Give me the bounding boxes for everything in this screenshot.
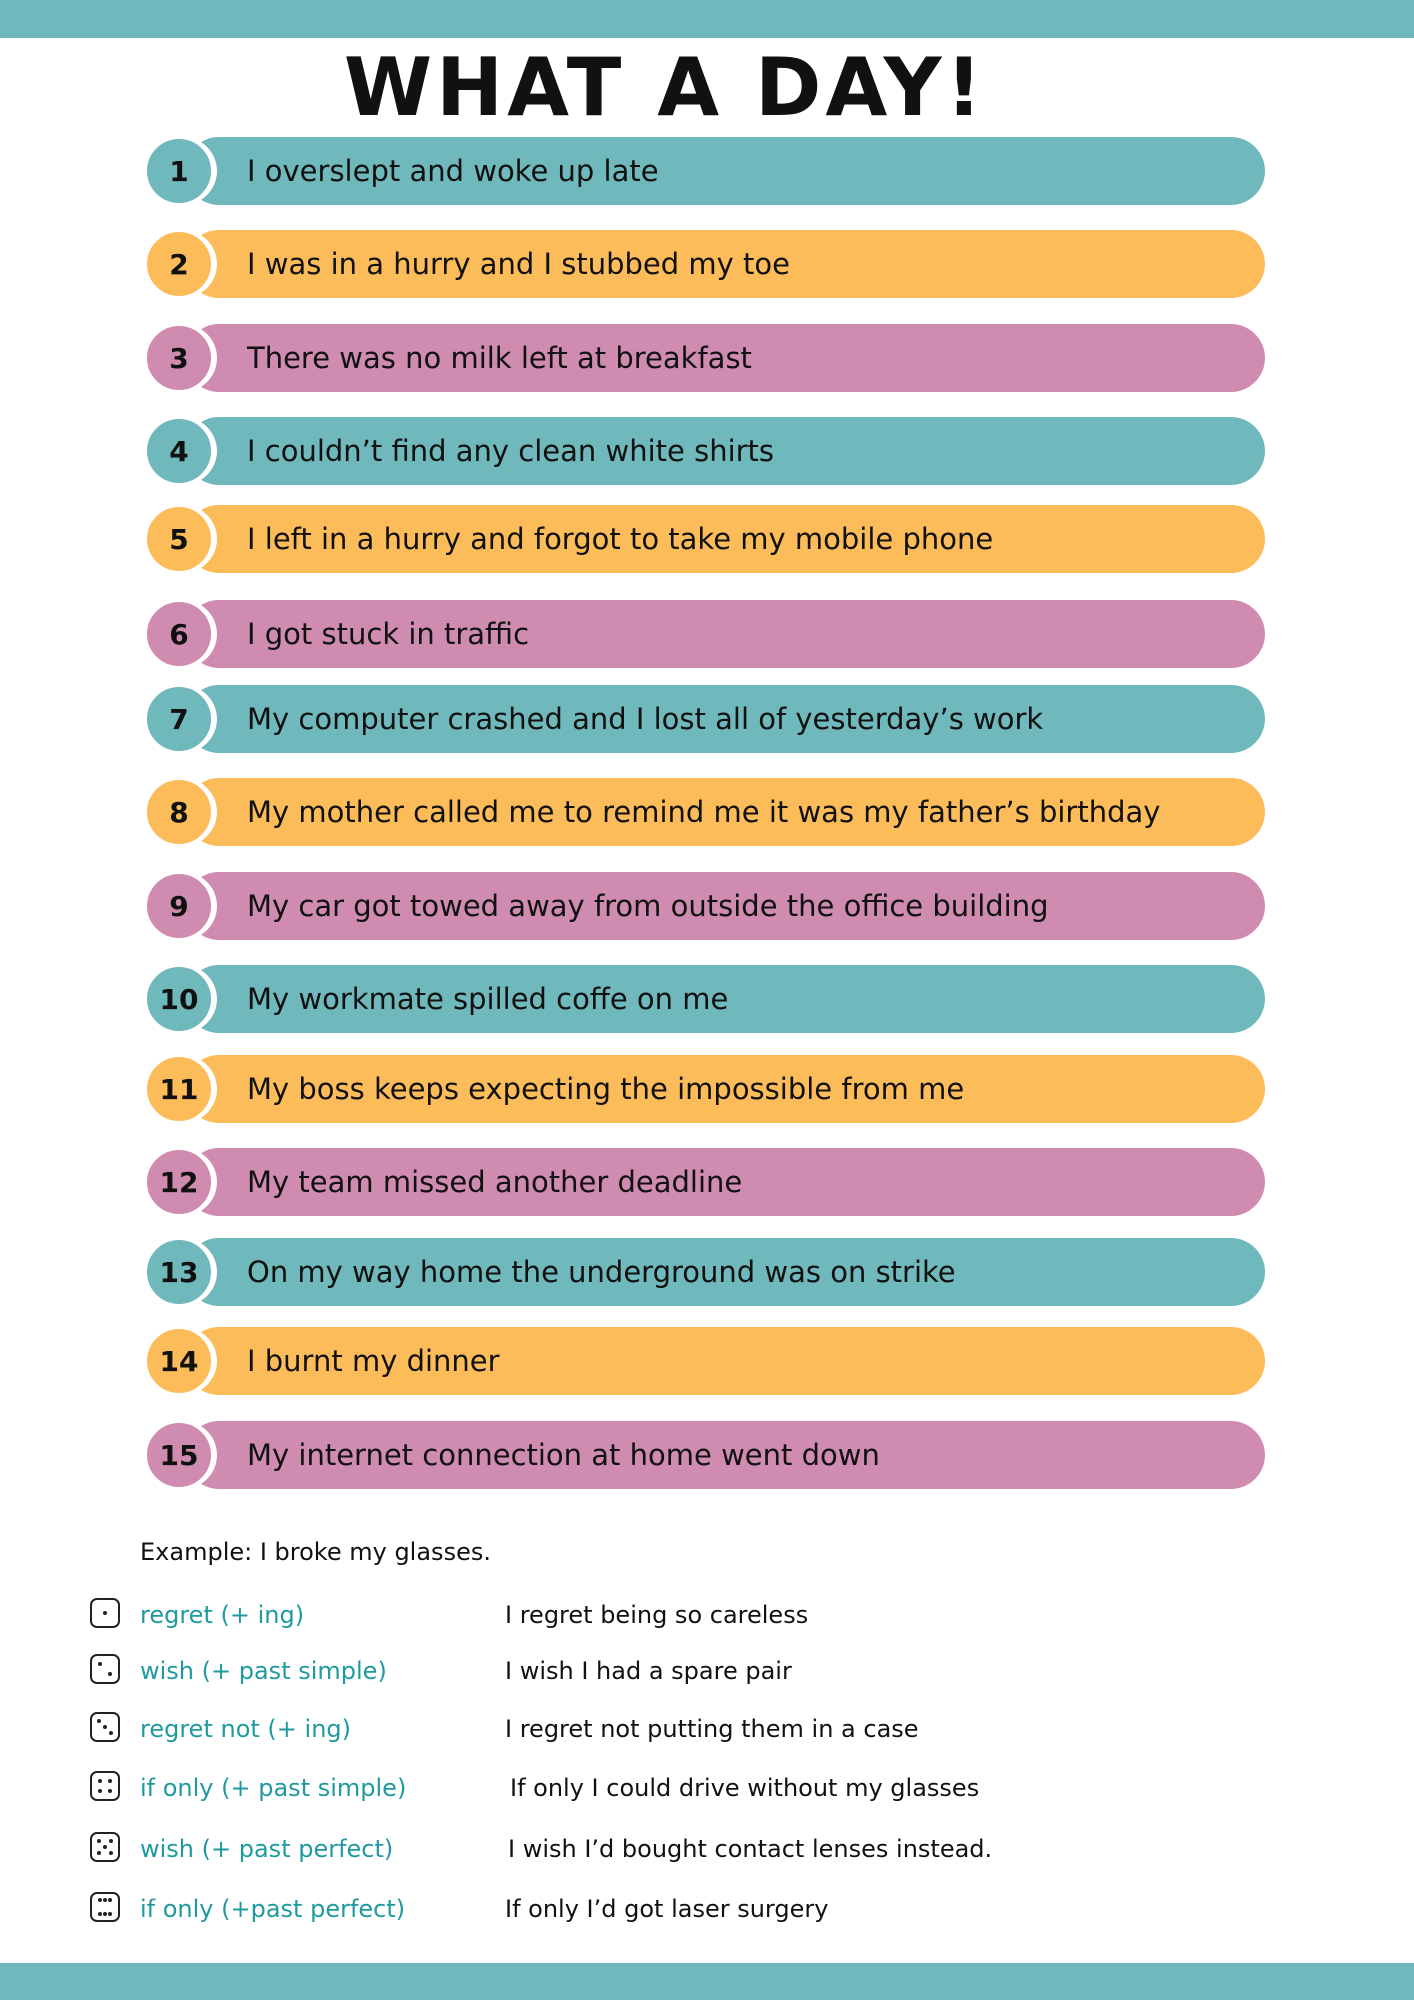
example-sentence: I regret being so careless bbox=[505, 1601, 809, 1629]
item-text: There was no milk left at breakfast bbox=[247, 341, 752, 375]
example-sentence: I wish I had a spare pair bbox=[505, 1657, 792, 1685]
page-title: WHAT A DAY! bbox=[343, 41, 987, 134]
grammar-form: regret not (+ ing) bbox=[140, 1715, 351, 1743]
list-item bbox=[145, 324, 1265, 392]
example-row bbox=[90, 1889, 1290, 1929]
item-text: I overslept and woke up late bbox=[247, 154, 659, 188]
list-item bbox=[145, 685, 1265, 753]
item-number: 7 bbox=[145, 685, 213, 753]
bottom-band bbox=[0, 1963, 1414, 2000]
die-pip bbox=[109, 1851, 113, 1855]
die-pip bbox=[103, 1898, 107, 1902]
example-row bbox=[90, 1651, 1290, 1691]
list-item bbox=[145, 1055, 1265, 1123]
grammar-form: wish (+ past perfect) bbox=[140, 1835, 394, 1863]
example-row bbox=[90, 1768, 1290, 1808]
grammar-form: regret (+ ing) bbox=[140, 1601, 305, 1629]
example-sentence: If only I’d got laser surgery bbox=[505, 1895, 829, 1923]
item-number: 8 bbox=[145, 778, 213, 846]
item-text: On my way home the underground was on strike bbox=[247, 1255, 956, 1289]
grammar-form: wish (+ past simple) bbox=[140, 1657, 387, 1685]
die-pip bbox=[103, 1611, 107, 1615]
item-text: I left in a hurry and forgot to take my mobile phone bbox=[247, 522, 994, 556]
item-text: My mother called me to remind me it was my father’s birthday bbox=[247, 795, 1161, 829]
list-item bbox=[145, 872, 1265, 940]
item-text: My team missed another deadline bbox=[247, 1165, 743, 1199]
item-number: 15 bbox=[145, 1421, 213, 1489]
die-pip bbox=[103, 1845, 107, 1849]
item-text: I got stuck in traffic bbox=[247, 617, 530, 651]
die-pip bbox=[98, 1779, 102, 1783]
die-pip bbox=[97, 1851, 101, 1855]
list-item bbox=[145, 778, 1265, 846]
example-row bbox=[90, 1709, 1290, 1749]
item-number: 4 bbox=[145, 417, 213, 485]
item-text: I burnt my dinner bbox=[247, 1344, 500, 1378]
grammar-form: if only (+past perfect) bbox=[140, 1895, 406, 1923]
die-pip bbox=[103, 1912, 107, 1916]
list-item bbox=[145, 417, 1265, 485]
list-item bbox=[145, 1421, 1265, 1489]
list-item bbox=[145, 1148, 1265, 1216]
item-number: 5 bbox=[145, 505, 213, 573]
list-item bbox=[145, 505, 1265, 573]
die-pip bbox=[103, 1725, 107, 1729]
list-item bbox=[145, 600, 1265, 668]
example-label: Example: I broke my glasses. bbox=[140, 1538, 491, 1566]
die-pip bbox=[109, 1839, 113, 1843]
die-pip bbox=[108, 1672, 112, 1676]
item-number: 2 bbox=[145, 230, 213, 298]
die-pip bbox=[98, 1912, 102, 1916]
item-number: 6 bbox=[145, 600, 213, 668]
item-number: 9 bbox=[145, 872, 213, 940]
dice-two-icon bbox=[90, 1654, 120, 1684]
die-pip bbox=[108, 1789, 112, 1793]
item-number: 3 bbox=[145, 324, 213, 392]
item-number: 12 bbox=[145, 1148, 213, 1216]
example-row bbox=[90, 1595, 1290, 1635]
example-sentence: If only I could drive without my glasses bbox=[510, 1774, 980, 1802]
die-pip bbox=[108, 1779, 112, 1783]
item-text: My computer crashed and I lost all of yesterday’s work bbox=[247, 702, 1044, 736]
die-pip bbox=[98, 1662, 102, 1666]
dice-six-icon bbox=[90, 1892, 120, 1922]
dice-four-icon bbox=[90, 1771, 120, 1801]
dice-five-icon bbox=[90, 1832, 120, 1862]
item-text: My internet connection at home went down bbox=[247, 1438, 880, 1472]
item-text: I couldn’t find any clean white shirts bbox=[247, 434, 775, 468]
die-pip bbox=[97, 1719, 101, 1723]
example-row bbox=[90, 1829, 1290, 1869]
top-band bbox=[0, 0, 1414, 38]
item-text: My workmate spilled coffe on me bbox=[247, 982, 729, 1016]
item-number: 13 bbox=[145, 1238, 213, 1306]
item-number: 11 bbox=[145, 1055, 213, 1123]
dice-three-icon bbox=[90, 1712, 120, 1742]
list-item bbox=[145, 230, 1265, 298]
item-number: 14 bbox=[145, 1327, 213, 1395]
list-item bbox=[145, 965, 1265, 1033]
list-item bbox=[145, 137, 1265, 205]
item-text: My boss keeps expecting the impossible from me bbox=[247, 1072, 965, 1106]
list-item bbox=[145, 1238, 1265, 1306]
item-number: 10 bbox=[145, 965, 213, 1033]
dice-one-icon bbox=[90, 1598, 120, 1628]
example-sentence: I regret not putting them in a case bbox=[505, 1715, 919, 1743]
grammar-form: if only (+ past simple) bbox=[140, 1774, 407, 1802]
item-text: My car got towed away from outside the office building bbox=[247, 889, 1049, 923]
die-pip bbox=[98, 1898, 102, 1902]
item-number: 1 bbox=[145, 137, 213, 205]
example-sentence: I wish I’d bought contact lenses instead. bbox=[508, 1835, 993, 1863]
die-pip bbox=[98, 1789, 102, 1793]
die-pip bbox=[109, 1731, 113, 1735]
list-item bbox=[145, 1327, 1265, 1395]
die-pip bbox=[108, 1898, 112, 1902]
item-text: I was in a hurry and I stubbed my toe bbox=[247, 247, 790, 281]
die-pip bbox=[97, 1839, 101, 1843]
die-pip bbox=[108, 1912, 112, 1916]
